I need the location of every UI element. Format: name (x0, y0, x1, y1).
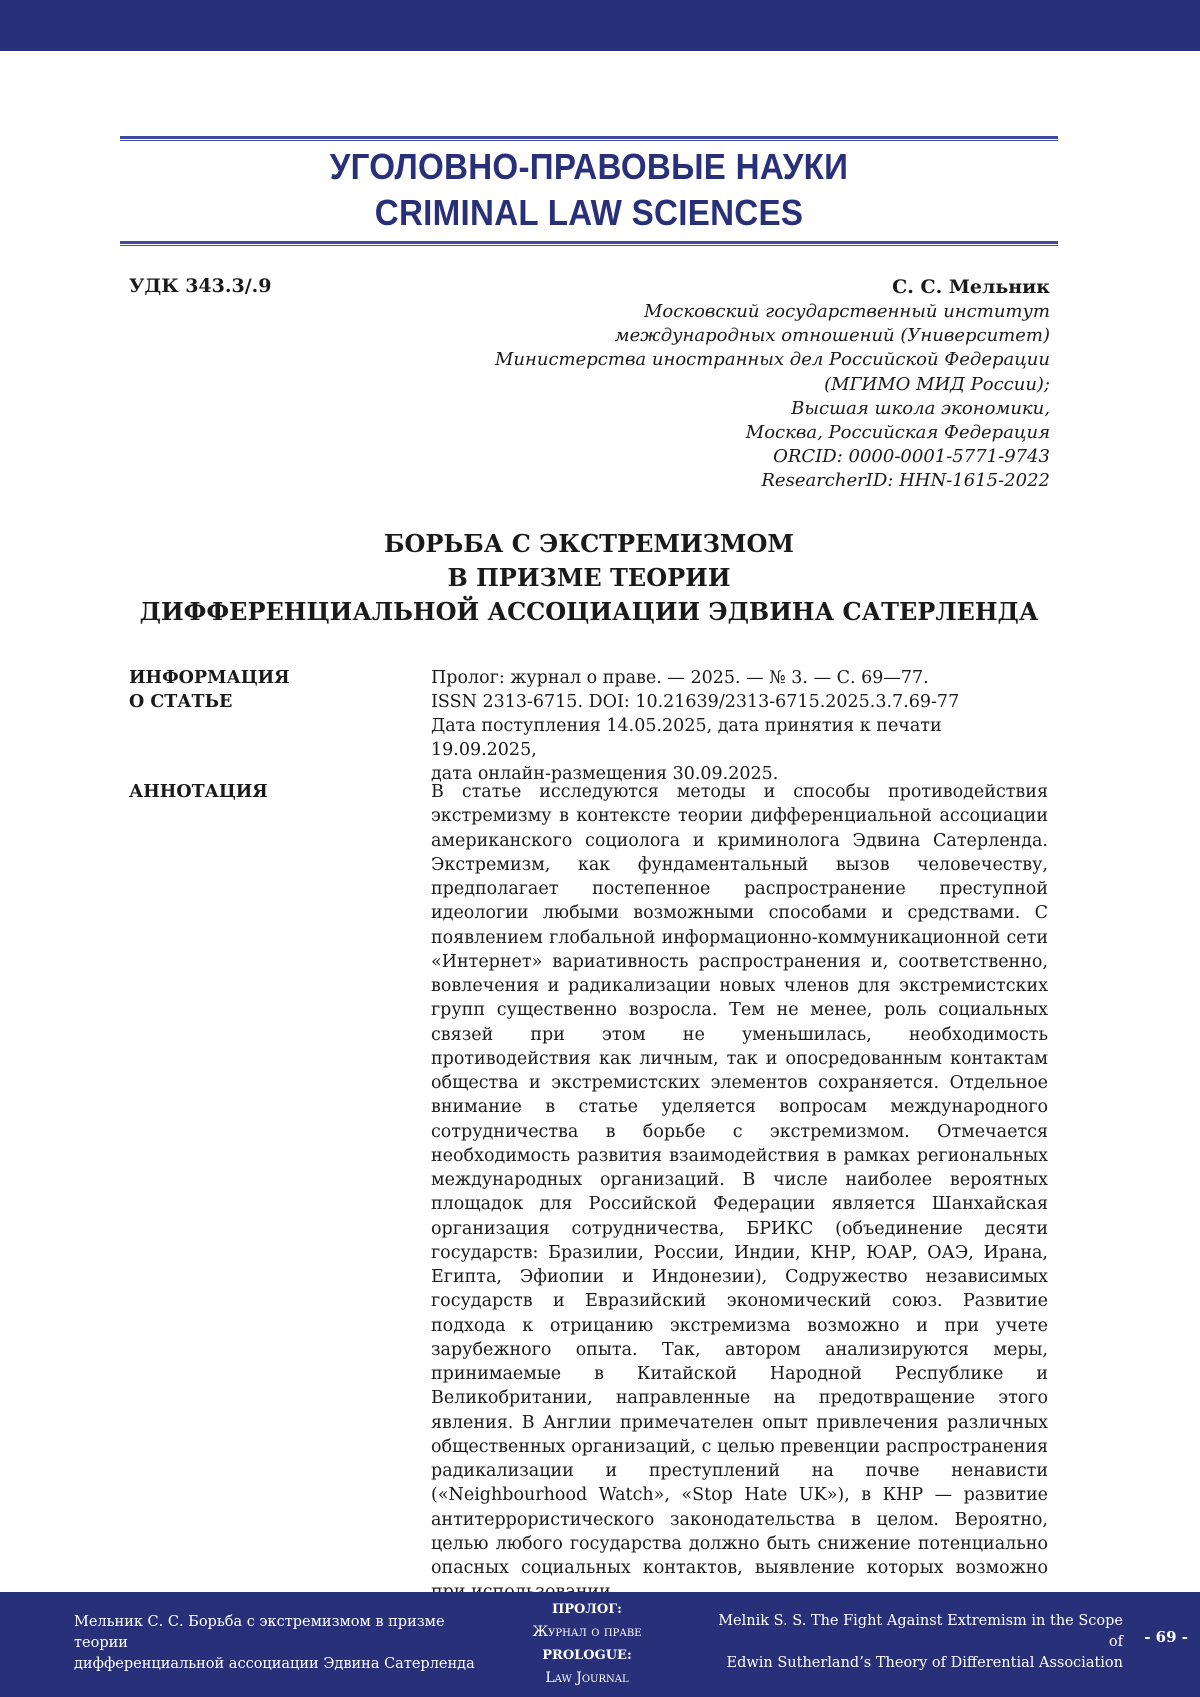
researcher-id: ResearcherID: HHN-1615-2022 (761, 470, 1050, 492)
journal-name-ru: ПРОЛОГ: (552, 1602, 622, 1617)
dates-line: дата онлайн-размещения 30.09.2025. (431, 764, 779, 784)
footer-citation-en (703, 1611, 1123, 1674)
author-block (410, 275, 1050, 494)
footer-citation-ru-line: Мельник С. С. Борьба с экстремизмом в призме теории (74, 1614, 445, 1651)
annotation-text: В статье исследуются методы и способы противодействия экстремизму в контексте теории дифференциальной ассоциации американского социолога и криминолога Эдвина Сатерленда. Экстремизм, как фундаментальный вызов человечеству, предполагает постепенное распространение преступной идеологии любыми возможными способами и средствами. С появлением глобальной информационно-коммуникационной сети «Интернет» вариативность распространения и, соответственно, вовлечения и радикализации новых членов для экстремистских групп существенно возросла. Тем не менее, роль социальных связей при этом не уменьшилась, необходимость противодействия как личным, так и опосредованным контактам общества и экстремистских элементов сохраняется. Отдельное внимание в статье уделяется вопросам международного сотрудничества в борьбе с экстремизмом. Отмечается необходимость развития взаимодействия в рамках региональных международных организаций. В числе наиболее вероятных площадок для Российской Федерации является Шанхайская организация сотрудничества, БРИКС (объединение десяти государств: Бразилии, России, Индии, КНР, ЮАР, ОАЭ, Ирана, Египта, Эфиопии и Индонезии), Содружество независимых государств и Евразийский экономический союз. Развитие подхода к отрицанию экстремизма возможно и при учете зарубежного опыта. Так, автором анализируются меры, принимаемые в Китайской Народной Республике и Великобритании, направленные на предотвращение этого явления. В Англии примечателен опыт привлечения различных общественных организаций, с целью превенции распространения радикализации и преступлений на почве ненависти («Neighbourhood Watch», «Stop Hate UK»), в КНР — развитие антитеррористического законодательства в целом. Вероятно, целью любого государства должно быть снижение потенциально опасных социальных контактов, выявление которых возможно (431, 782, 1048, 1578)
footer-citation-ru (74, 1612, 494, 1675)
article-title-line: БОРЬБА С ЭКСТРЕМИЗМОМ (384, 529, 794, 558)
author-name: С. С. Мельник (892, 276, 1050, 298)
affiliation-line: Высшая школа экономики, (791, 397, 1050, 419)
section-title-en: CRIMINAL LAW SCIENCES (374, 192, 804, 233)
article-title-line: В ПРИЗМЕ ТЕОРИИ (447, 563, 731, 592)
affiliation-line: (МГИМО МИД России); (824, 373, 1050, 395)
footer-citation-ru-line: дифференциальной ассоциации Эдвина Сатерленда (74, 1656, 475, 1672)
annotation-label: АННОТАЦИЯ (129, 782, 268, 802)
affiliation-line: Министерства иностранных дел Российской Федерации (495, 349, 1050, 371)
udk-code: УДК 343.3/.9 (129, 275, 272, 297)
article-title (120, 527, 1058, 629)
footer (0, 1592, 1200, 1697)
info-label (129, 666, 290, 714)
info-label-line: ИНФОРМАЦИЯ (129, 668, 290, 688)
footer-citation-en-line: Melnik S. S. The Fight Against Extremism in the Scope of (718, 1613, 1123, 1650)
info-label-line: О СТАТЬЕ (129, 692, 233, 712)
orcid: ORCID: 0000-0001-5771-9743 (773, 446, 1050, 468)
journal-subtitle-ru: Журнал о праве (532, 1624, 642, 1640)
section-bottom-rule (120, 241, 1058, 246)
affiliation-line: Москва, Российская Федерация (745, 422, 1050, 444)
affiliation-line: Московский государственный институт (643, 301, 1050, 322)
journal-subtitle-en: Law Journal (545, 1670, 629, 1686)
article-info (431, 666, 1048, 786)
section-header (120, 136, 1058, 246)
dates-line: Дата поступления 14.05.2025, дата принятия к печати 19.09.2025, (431, 716, 942, 760)
top-color-band (0, 0, 1200, 51)
citation-line: Пролог: журнал о праве. — 2025. — № 3. — С. 69—77. (431, 668, 929, 688)
footer-journal (487, 1598, 687, 1690)
page-number: - 69 - (1144, 1628, 1188, 1646)
journal-name-en: PROLOGUE: (542, 1648, 632, 1663)
article-title-line: ДИФФЕРЕНЦИАЛЬНОЙ АССОЦИАЦИИ ЭДВИНА САТЕРЛЕНДА (139, 597, 1039, 626)
doi-line: ISSN 2313-6715. DOI: 10.21639/2313-6715.2025.3.7.69-77 (431, 692, 960, 712)
affiliation-line: международных отношений (Университет) (614, 325, 1050, 347)
section-title-ru: УГОЛОВНО-ПРАВОВЫЕ НАУКИ (329, 146, 849, 187)
footer-citation-en-line: Edwin Sutherland’s Theory of Differential Association (726, 1655, 1123, 1671)
